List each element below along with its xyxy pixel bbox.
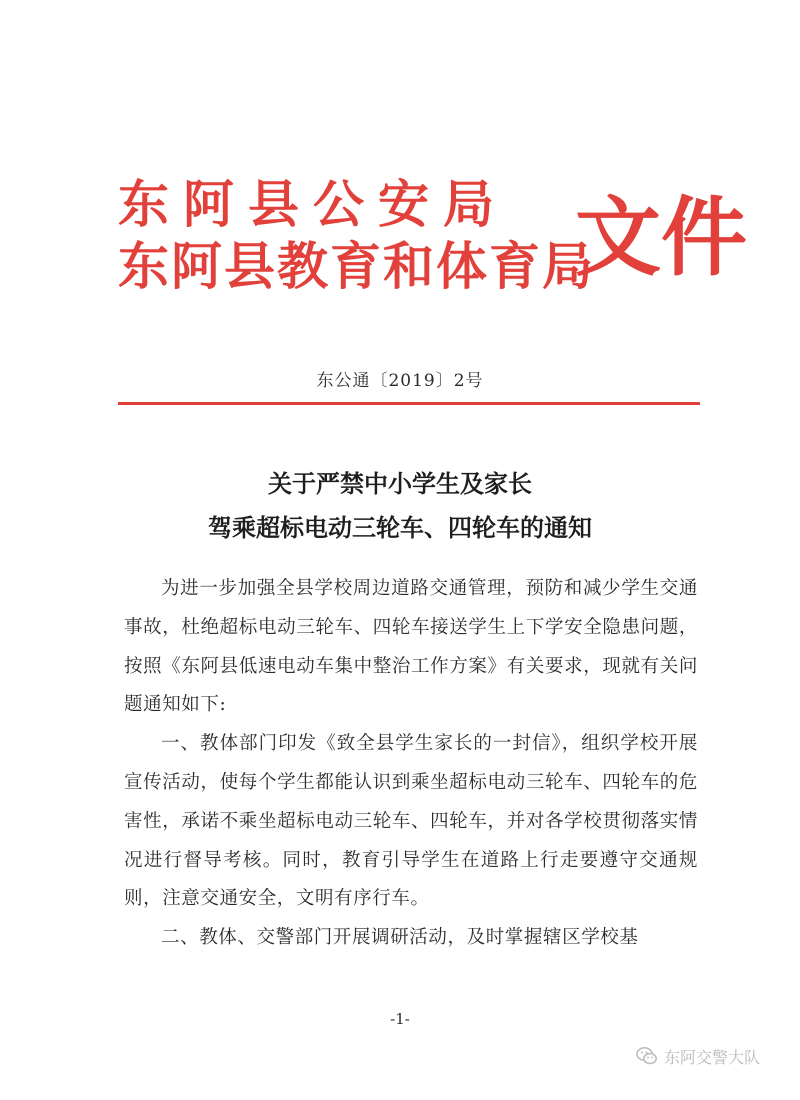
body-paragraph: 为进一步加强全县学校周边道路交通管理，预防和减少学生交通事故，杜绝超标电动三轮车、四轮车接送学生上下学安全隐患问题，按照《东阿县低速电动车集中整治工作方案》有关要求，现就有关问题通知如下: [124, 578, 698, 716]
wechat-icon [636, 1046, 658, 1066]
document-label: 文件 [575, 188, 747, 288]
body-paragraph: 一、教体部门印发《致全县学生家长的一封信》，组织学校开展宣传活动，使每个学生都能认识到乘坐超标电动三轮车、四轮车的危害性，承诺不乘坐超标电动三轮车、四轮车，并对各学校贯彻落实情况进行督导考核。同时，教育引导学生在道路上行走要遵守交通规则，注意交通安全，文明有序行车。 [124, 733, 698, 910]
notice-title [0, 462, 800, 550]
issuer-line-1: 东阿县公安局 [118, 176, 509, 235]
page-number: -1- [390, 1010, 410, 1028]
issuer-line-2: 东阿县教育和体育局 [118, 238, 596, 297]
title-line-2: 驾乘超标电动三轮车、四轮车的通知 [208, 514, 592, 542]
body-paragraph: 二、教体、交警部门开展调研活动，及时掌握辖区学校基 [161, 927, 639, 949]
watermark [636, 1044, 760, 1068]
title-line-1: 关于严禁中小学生及家长 [268, 470, 532, 498]
issuer-block [118, 175, 595, 299]
watermark-text: 东阿交警大队 [664, 1047, 761, 1067]
notice-body [124, 570, 698, 958]
red-divider [118, 402, 700, 405]
document-number: 东公通〔2019〕2号 [316, 371, 484, 391]
